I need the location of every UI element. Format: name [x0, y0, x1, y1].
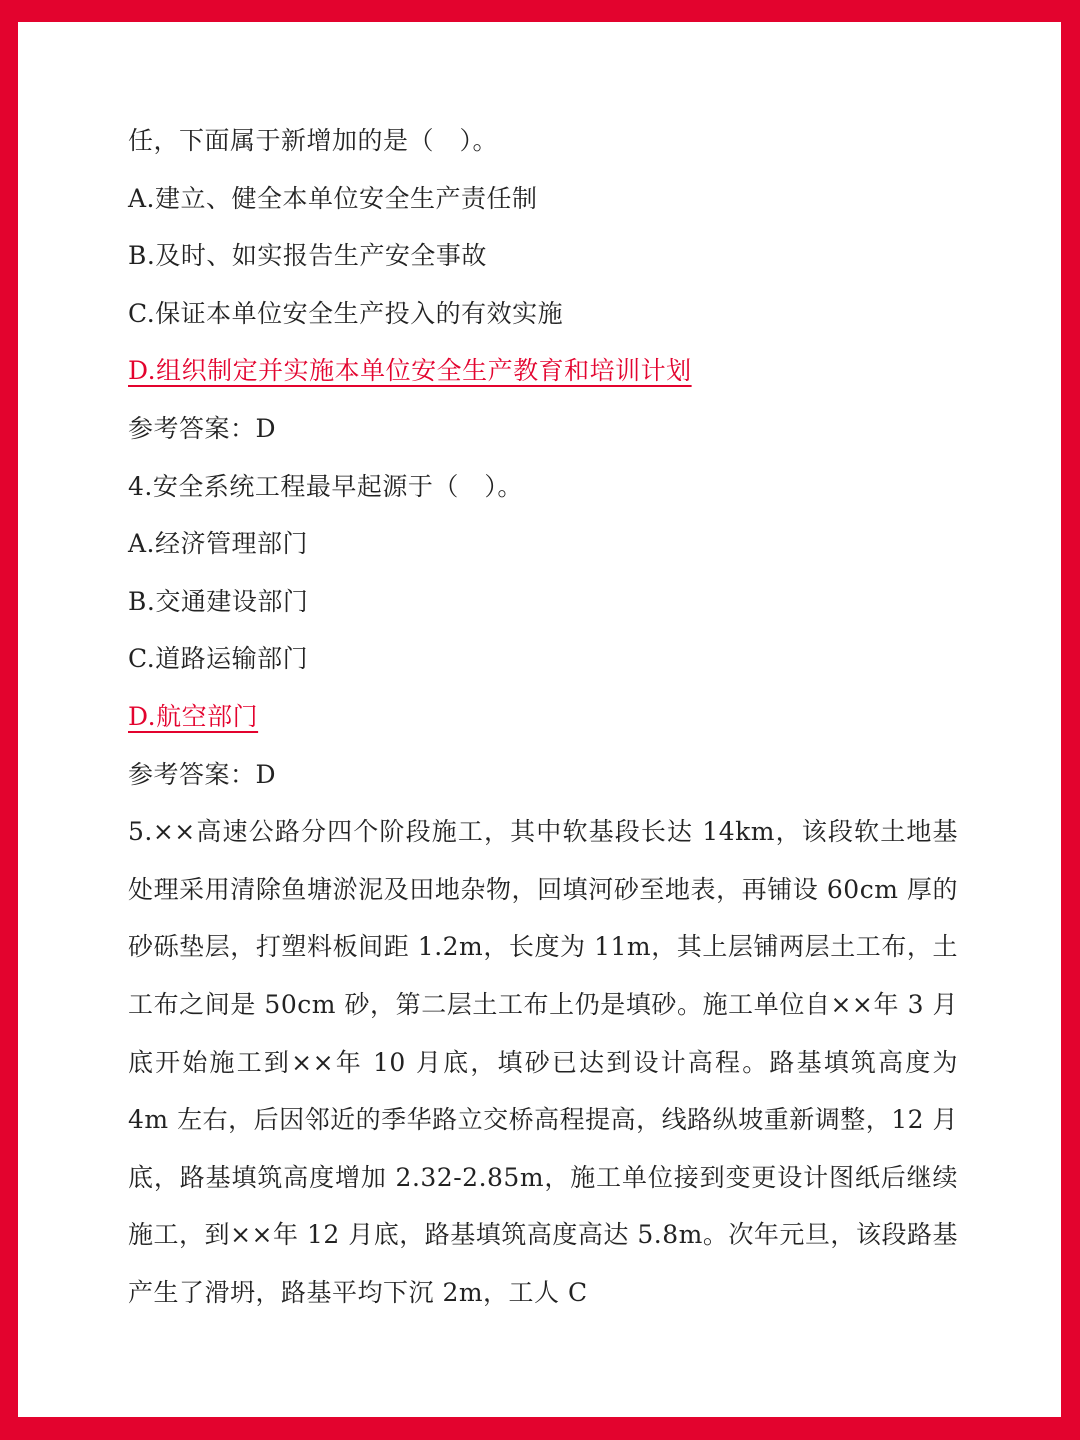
question3-option-d-text: D.组织制定并实施本单位安全生产教育和培训计划 [128, 356, 692, 386]
question4-option-b: B.交通建设部门 [128, 586, 309, 616]
question4-answer: 参考答案：D [128, 759, 277, 789]
question-content [128, 112, 958, 1321]
question4-option-d-correct [128, 688, 958, 746]
question4-option-c: C.道路运输部门 [128, 644, 309, 674]
question3-answer: 参考答案：D [128, 413, 277, 443]
document-page [18, 22, 1061, 1417]
question3-option-c: C.保证本单位安全生产投入的有效实施 [128, 298, 564, 328]
question3-stem-tail: 任，下面属于新增加的是（ ）。 [128, 126, 499, 155]
question4-option-a: A.经济管理部门 [128, 529, 309, 559]
question4-stem: 4.安全系统工程最早起源于（ ）。 [128, 471, 523, 501]
question4-option-d-text: D.航空部门 [128, 701, 259, 731]
question3-option-b: B.及时、如实报告生产安全事故 [128, 241, 487, 271]
question5-paragraph: 5.××高速公路分四个阶段施工，其中软基段长达 14km，该段软土地基处理采用清除鱼塘淤泥及田地杂物，回填河砂至地表，再铺设 60cm 厚的砂砾垫层，打塑料板间距 1.2m，长度为 11m，其上层铺两层土工布，土工布之间是 50cm 砂，第二层土工布上仍是填砂。施工单位自××年 3 月底开始施工到××年 10 月底，填砂已达到设计高程。路基填筑高度为 4m 左右，后因邻近的季华路立交桥高程提高，线路纵坡重新调整，12 月底，路基填筑高度增加 2.32-2.85m，施工单位接到变更设计图纸后继续施工，到××年 12 月底，路基填筑高度高达 5.8m。次年元旦，该段路基产生了滑坍，路基平均下沉 2m，工人 C [128, 817, 958, 1307]
question3-option-d-correct [128, 342, 958, 400]
question3-option-a: A.建立、健全本单位安全生产责任制 [128, 183, 538, 213]
